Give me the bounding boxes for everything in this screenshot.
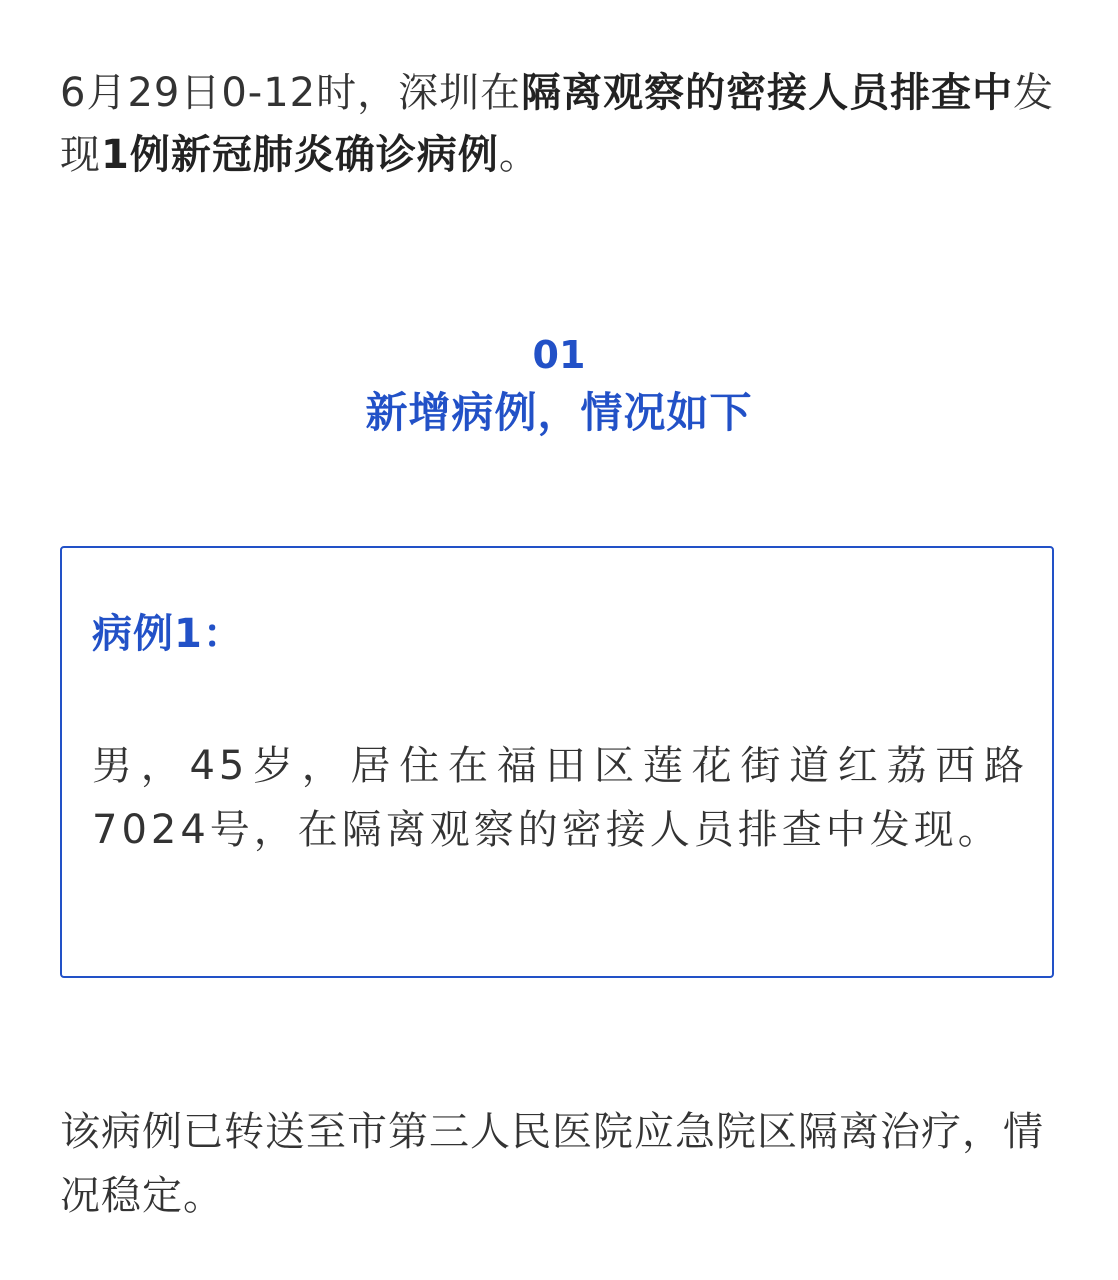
section-heading [0, 330, 1118, 446]
case-card [60, 546, 1054, 978]
section-number: 01 [532, 333, 586, 377]
intro-text-date: 6月29日0-12时，深圳在 [60, 70, 522, 116]
intro-text-count: 1例新冠肺炎确诊病例 [101, 132, 499, 178]
outro-paragraph: 该病例已转送至市第三人民医院应急院区隔离治疗，情况稳定。 [60, 1109, 1044, 1219]
case-description: 男，45岁，居住在福田区莲花街道红荔西路7024号，在隔离观察的密接人员排查中发现。 [92, 743, 1028, 853]
intro-text-end: 。 [498, 132, 540, 178]
section-title: 新增病例，情况如下 [365, 388, 753, 437]
intro-text-found: 发现 [60, 70, 1055, 178]
intro-text-source: 隔离观察的密接人员排查中 [521, 70, 1014, 116]
intro-paragraph [60, 62, 1060, 186]
case-label: 病例1： [92, 611, 244, 657]
